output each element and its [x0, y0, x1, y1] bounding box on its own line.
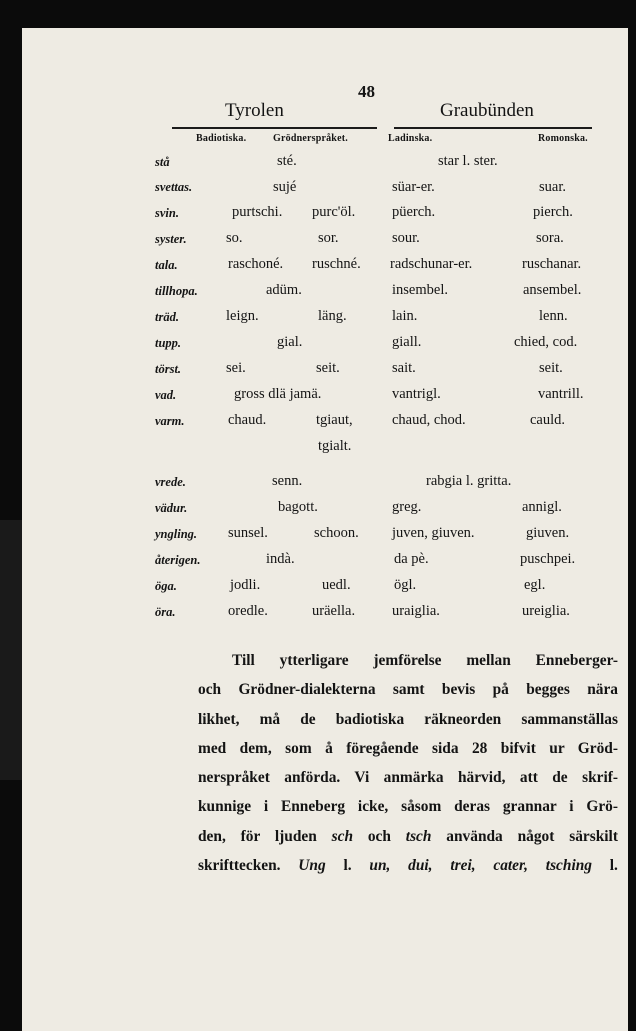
word-cell: chied, cod. [514, 334, 578, 350]
header-brace-graubunden [394, 127, 592, 129]
word-cell: purtschi. [232, 204, 283, 220]
italic-term: tsch [405, 827, 432, 845]
word-cell: püerch. [392, 204, 436, 220]
word-cell: rabgia l. gritta. [426, 473, 512, 489]
word-cell: sour. [392, 230, 420, 246]
word-cell: uräella. [312, 603, 356, 619]
word-cell: suar. [539, 179, 566, 195]
text-run: l. [609, 857, 618, 875]
subheader-grodnersprak: Grödnerspråket. [273, 133, 348, 144]
word-cell: chaud, chod. [392, 412, 466, 428]
word-cell: pierch. [533, 204, 573, 220]
text-run: skrifttecken. [198, 857, 281, 875]
text-run: och [367, 827, 391, 845]
word-cell: juven, giuven. [392, 525, 475, 541]
region-header-tyrolen: Tyrolen [225, 100, 284, 121]
word-cell: da pè. [394, 551, 429, 567]
page-number: 48 [358, 82, 375, 101]
word-cell: giuven. [526, 525, 570, 541]
word-cell: seit. [316, 360, 340, 376]
swedish-word: vad. [155, 388, 177, 402]
text-run: den, för ljuden [198, 827, 317, 845]
word-cell: sait. [392, 360, 416, 376]
word-cell: schoon. [314, 525, 359, 541]
word-cell: tgiaut, [316, 412, 353, 428]
word-cell: senn. [272, 473, 303, 489]
swedish-word: yngling. [155, 527, 198, 541]
paragraph-line: Till ytterligare jemförelse mellan Enneberger- [232, 652, 618, 669]
word-cell: sora. [536, 230, 564, 246]
swedish-word: stå [155, 155, 170, 169]
italic-term: sch [331, 827, 354, 845]
text-run: använda något särskilt [446, 827, 618, 845]
paragraph-line: och Grödner-dialekterna samt bevis på begges nära [198, 681, 618, 699]
swedish-word: återigen. [155, 553, 201, 567]
word-cell: greg. [392, 499, 422, 515]
word-cell: lenn. [539, 308, 568, 324]
word-cell: ruschanar. [522, 256, 582, 272]
word-cell: so. [226, 230, 243, 246]
word-cell: sté. [277, 153, 297, 169]
word-cell: vantrill. [538, 386, 584, 402]
header-brace-tyrolen [172, 127, 377, 129]
word-cell: ureiglia. [522, 603, 570, 619]
book-page [22, 28, 628, 1031]
swedish-word: svettas. [155, 180, 193, 194]
word-cell: uraiglia. [392, 603, 440, 619]
word-cell: seit. [539, 360, 563, 376]
word-cell: süar-er. [392, 179, 435, 195]
word-cell: insembel. [392, 282, 448, 298]
italic-term: Ung [298, 857, 326, 875]
italic-term: trei, [450, 857, 476, 875]
text-run: l. [343, 857, 352, 875]
word-cell: adüm. [266, 282, 302, 298]
word-cell: vantrigl. [392, 386, 441, 402]
subheader-ladinska: Ladinska. [388, 133, 433, 144]
word-cell: sujé [273, 179, 297, 195]
word-cell: läng. [318, 308, 347, 324]
word-cell: ruschné. [312, 256, 361, 272]
word-cell: gross dlä jamä. [234, 386, 322, 402]
word-cell: purc'öl. [312, 204, 356, 220]
word-cell: bagott. [278, 499, 318, 515]
word-cell: chaud. [228, 412, 267, 428]
word-cell: indà. [266, 551, 295, 567]
italic-term: dui, [408, 857, 433, 875]
word-cell: lain. [392, 308, 418, 324]
word-cell: oredle. [228, 603, 268, 619]
word-cell: star l. ster. [438, 153, 498, 169]
word-cell: tgialt. [318, 438, 352, 454]
swedish-word: öga. [155, 579, 177, 593]
word-cell: gial. [277, 334, 303, 350]
word-cell: sei. [226, 360, 246, 376]
italic-term: tsching [545, 857, 592, 875]
word-cell: sunsel. [228, 525, 268, 541]
paragraph-line [198, 851, 618, 880]
swedish-word: öra. [155, 605, 176, 619]
word-cell: leign. [226, 308, 259, 324]
word-cell: annigl. [522, 499, 562, 515]
subheader-romonska: Romonska. [538, 133, 588, 144]
word-cell: puschpei. [520, 551, 576, 567]
word-cell: ansembel. [523, 282, 582, 298]
subheader-badiotiska: Badiotiska. [196, 133, 247, 144]
swedish-word: törst. [155, 362, 182, 376]
swedish-word: träd. [155, 310, 179, 324]
word-cell: radschunar-er. [390, 256, 473, 272]
word-cell: ögl. [394, 577, 417, 593]
paragraph-line [198, 822, 618, 851]
word-cell: giall. [392, 334, 422, 350]
swedish-word: vrede. [155, 475, 186, 489]
word-cell: jodli. [230, 577, 261, 593]
italic-term: cater, [493, 857, 528, 875]
italic-term: un, [369, 857, 391, 875]
word-cell: sor. [318, 230, 339, 246]
word-cell: raschoné. [228, 256, 284, 272]
paragraph-line: nerspråket anförda. Vi anmärka härvid, att de skrif- [198, 769, 618, 787]
swedish-word: vädur. [155, 501, 188, 515]
swedish-word: tupp. [155, 336, 182, 350]
swedish-word: svin. [155, 206, 179, 220]
swedish-word: syster. [155, 232, 187, 246]
word-cell: egl. [524, 577, 546, 593]
paragraph-line: med dem, som å föregående sida 28 bifvit ur Gröd- [198, 739, 618, 757]
region-header-graubunden: Graubünden [440, 100, 534, 121]
swedish-word: tala. [155, 258, 178, 272]
paragraph-line: likhet, må de badiotiska räkneorden sammanställas [198, 710, 618, 728]
swedish-word: varm. [155, 414, 185, 428]
word-cell: cauld. [530, 412, 566, 428]
body-paragraph [198, 646, 618, 880]
paragraph-line: kunnige i Enneberg icke, såsom deras grannar i Grö- [198, 798, 618, 816]
scan-edge [0, 520, 22, 780]
swedish-word: tillhopa. [155, 284, 198, 298]
word-cell: uedl. [322, 577, 351, 593]
